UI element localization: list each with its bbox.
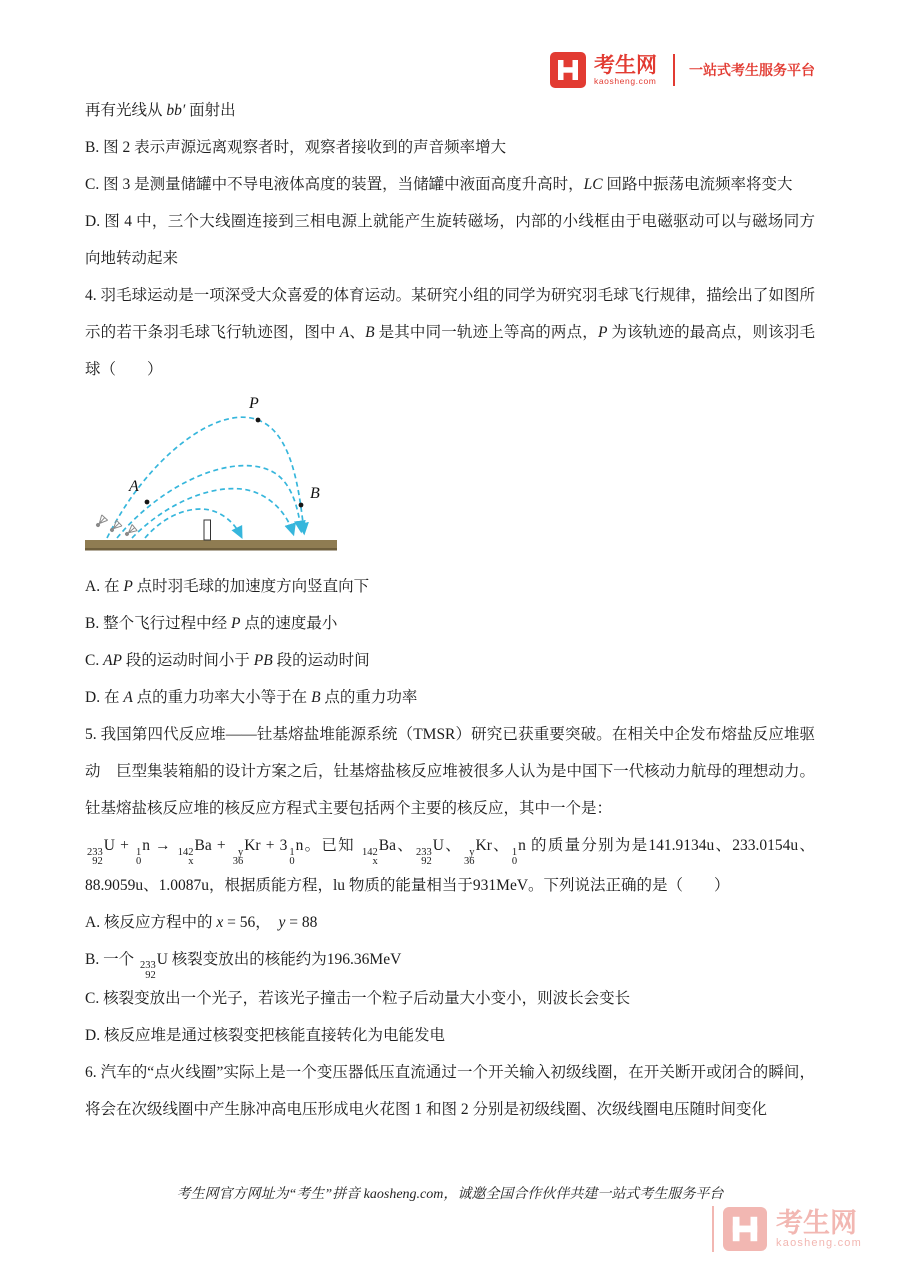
paragraph: B. 一个 233 92 U 核裂变放出的核能约为196.36MeV bbox=[85, 950, 402, 981]
document-body bbox=[85, 92, 815, 1128]
paragraph: C. 图 3 是测量储罐中不导电液体高度的装置，当储罐中液面高度升高时，LC 回路中振荡电流频率将变大 bbox=[85, 176, 793, 193]
nuclide-prescript: 233 92 bbox=[87, 846, 103, 867]
point-label-p: P bbox=[249, 395, 259, 412]
brand-divider bbox=[673, 54, 675, 86]
point-a-dot bbox=[145, 500, 150, 505]
shuttlecock-icon bbox=[94, 515, 108, 529]
point-label-a: A bbox=[129, 478, 139, 495]
paragraph: 233 92 U + 1 0 n → 142 x Ba + y 36 Kr + 3 1 0 n。已知 142 x Ba、 233 92 U、 y 36 Kr、 1 0 n 的质量分别为是141.9134u、233.0154u、88.9059u、1.0087u，根据质能方程，lu 物质的能量相当于931MeV。下列说法正确的是（ ） bbox=[85, 837, 815, 894]
nuclide-prescript: y 36 bbox=[232, 846, 244, 867]
badminton-trajectory-figure bbox=[85, 394, 815, 562]
text-block-bottom bbox=[85, 568, 815, 1128]
paragraph: 6. 汽车的“点火线圈”实际上是一个变压器低压直流通过一个开关输入初级线圈，在开关断开或闭合的瞬间，将会在次级线圈中产生脉冲高电压形成电火花图 1 和图 2 分别是初级线圈、次级线圈电压随时间变化 bbox=[85, 1064, 815, 1118]
brand-logo bbox=[550, 52, 815, 88]
nuclide-prescript: y 36 bbox=[464, 846, 475, 867]
brand-tagline: 一站式考生服务平台 bbox=[689, 62, 815, 78]
paragraph: D. 在 A 点的重力功率大小等于在 B 点的重力功率 bbox=[85, 689, 418, 706]
point-b-dot bbox=[299, 503, 304, 508]
watermark-divider bbox=[712, 1206, 714, 1252]
shuttlecock-icon bbox=[123, 525, 137, 539]
brand-text bbox=[594, 54, 657, 86]
point-label-b: B bbox=[310, 485, 320, 502]
paragraph: 5. 我国第四代反应堆——钍基熔盐堆能源系统（TMSR）研究已获重要突破。在相关中企发布熔盐反应堆驱动 巨型集装箱船的设计方案之后，钍基熔盐核反应堆被很多人认为是中国下一代核动力航母的理想动力。钍基熔盐核反应堆的核反应方程式主要包括两个主要的核反应，其中一个是： bbox=[85, 726, 815, 817]
paragraph: A. 在 P 点时羽毛球的加速度方向竖直向下 bbox=[85, 578, 370, 595]
paragraph: B. 整个飞行过程中经 P 点的速度最小 bbox=[85, 615, 338, 632]
paragraph: C. AP 段的运动时间小于 PB 段的运动时间 bbox=[85, 652, 370, 669]
watermark-name: 考生网 bbox=[776, 1208, 858, 1238]
watermark-domain: kaosheng.com bbox=[776, 1237, 862, 1249]
brand-domain: kaosheng.com bbox=[594, 76, 657, 87]
nuclide-prescript: 1 0 bbox=[511, 846, 518, 867]
footer-note: 考生网官方网址为“考生”拼音 kaosheng.com，诚邀全国合作伙伴共建一站式考生服务平台 bbox=[176, 1187, 724, 1202]
paragraph: D. 图 4 中，三个大线圈连接到三相电源上就能产生旋转磁场，内部的小线框由于电磁驱动可以与磁场同方向地转动起来 bbox=[85, 213, 815, 267]
nuclide-prescript: 233 92 bbox=[416, 846, 432, 867]
point-p-dot bbox=[256, 418, 261, 423]
watermark-h-icon bbox=[723, 1207, 767, 1251]
brand-name: 考生网 bbox=[594, 54, 657, 78]
nuclide-prescript: 142 x bbox=[362, 846, 378, 867]
watermark-text bbox=[776, 1209, 862, 1249]
paragraph: A. 核反应方程中的 x = 56， y = 88 bbox=[85, 913, 318, 931]
paragraph: D. 核反应堆是通过核裂变把核能直接转化为电能发电 bbox=[85, 1027, 445, 1044]
paragraph: 再有光线从 bb′ 面射出 bbox=[85, 102, 236, 119]
nuclide-prescript: 233 92 bbox=[139, 960, 156, 981]
text-block-top bbox=[85, 92, 815, 388]
nuclide-prescript: 1 0 bbox=[289, 846, 295, 867]
watermark-logo bbox=[712, 1206, 862, 1252]
nuclide-prescript: 1 0 bbox=[135, 846, 142, 867]
paragraph: C. 核裂变放出一个光子，若该光子撞击一个粒子后动量大小变小，则波长会变长 bbox=[85, 990, 631, 1007]
paragraph: 4. 羽毛球运动是一项深受大众喜爱的体育运动。某研究小组的同学为研究羽毛球飞行规律，描绘出了如图所示的若干条羽毛球飞行轨迹图，图中 A、B 是其中同一轨迹上等高的两点，P 为该轨迹的最高点，则该羽毛球（ ） bbox=[85, 287, 815, 378]
brand-h-icon bbox=[550, 52, 586, 88]
paragraph: B. 图 2 表示声源远离观察者时，观察者接收到的声音频率增大 bbox=[85, 139, 507, 156]
nuclide-prescript: 142 x bbox=[177, 846, 194, 867]
